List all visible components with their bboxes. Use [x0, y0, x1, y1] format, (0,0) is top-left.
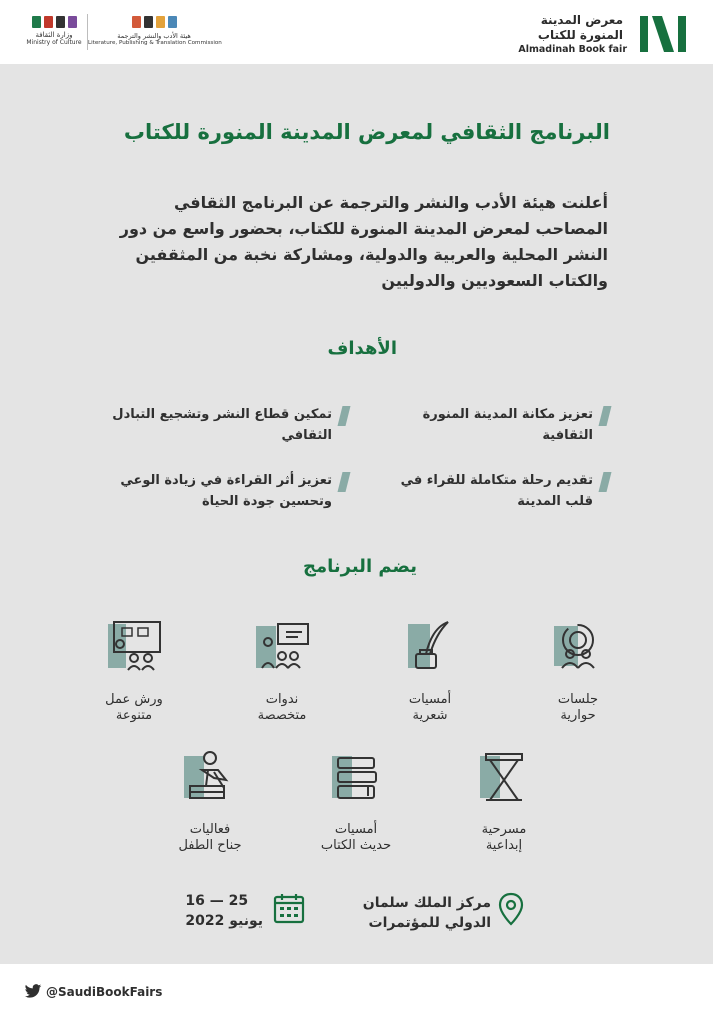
- program-label: [518, 692, 638, 724]
- program-label: [370, 692, 490, 724]
- commission-logo-mark: [88, 16, 220, 28]
- goal-item: [92, 404, 332, 446]
- program-label-line2: متنوعة: [115, 708, 153, 723]
- theater-icon: [476, 752, 532, 802]
- program-label-line1: فعاليات: [189, 822, 231, 837]
- program-label-line2: حديث الكتاب: [320, 838, 392, 853]
- program-label: [150, 822, 270, 854]
- program-label: [296, 822, 416, 854]
- program-label: [74, 692, 194, 724]
- commission-logo: [88, 16, 220, 46]
- program-item-dialogue-sessions: [518, 620, 638, 724]
- ministry-of-culture-logo: [26, 16, 82, 46]
- event-location: [363, 893, 491, 933]
- fair-name-ar-line1: معرض المدينة: [540, 13, 623, 27]
- goal-text: تقديم رحلة متكاملة للقراء في قلب المدينة: [400, 473, 593, 509]
- goal-text: تعزيز أثر القراءة في زيادة الوعي وتحسين جودة الحياة: [120, 473, 332, 509]
- book-fair-logo-icon: [638, 12, 694, 56]
- ministry-name-en: Ministry of Culture: [26, 39, 82, 46]
- goals-heading: الأهداف: [327, 338, 397, 359]
- date-month-year: يونيو 2022: [185, 913, 263, 929]
- goal-text: تمكين قطاع النشر وتشجيع التبادل الثقافي: [112, 407, 332, 443]
- goal-text: تعزيز مكانة المدينة المنورة الثقافية: [422, 407, 593, 443]
- program-label: [444, 822, 564, 854]
- seminar-icon: [252, 620, 312, 672]
- program-item-seminars: [222, 620, 342, 724]
- program-label-line1: أمسيات: [334, 822, 378, 837]
- child-reading-icon: [180, 748, 240, 802]
- goal-item: [373, 404, 593, 446]
- dialogue-sessions-icon: [550, 620, 606, 672]
- program-heading: يضم البرنامج: [303, 556, 417, 577]
- location-pin-icon: [498, 892, 524, 926]
- location-line1: مركز الملك سلمان: [362, 895, 491, 911]
- program-item-workshops: [74, 620, 194, 724]
- calendar-icon: [273, 892, 305, 924]
- workshop-icon: [104, 620, 164, 672]
- program-label-line1: ندوات: [265, 692, 299, 707]
- fair-name-en: Almadinah Book fair: [518, 44, 627, 55]
- page-title: البرنامج الثقافي لمعرض المدينة المنورة للكتاب: [123, 120, 610, 144]
- commission-name-ar: هيئة الأدب والنشر والترجمة: [117, 32, 191, 40]
- ministry-name-ar: وزارة الثقافة: [35, 31, 73, 39]
- commission-name-en: Literature, Publishing & Translation Commission: [88, 40, 222, 46]
- program-item-children-pavilion: [150, 748, 270, 854]
- program-item-poetry-evenings: [370, 620, 490, 724]
- location-line2: الدولي للمؤتمرات: [368, 915, 491, 931]
- program-label-line2: جناح الطفل: [178, 838, 242, 853]
- header: [0, 0, 713, 64]
- event-dates: [185, 891, 263, 931]
- program-label-line2: حوارية: [560, 708, 596, 723]
- program-label-line1: أمسيات: [408, 692, 452, 707]
- twitter-handle-link[interactable]: @SaudiBookFairs: [46, 985, 163, 999]
- program-label-line2: إبداعية: [485, 838, 523, 853]
- program-label-line2: متخصصة: [257, 708, 307, 723]
- goal-item: [92, 470, 332, 512]
- program-label-line1: مسرحية: [481, 822, 527, 837]
- goal-item: [373, 470, 593, 512]
- books-icon: [328, 752, 384, 802]
- program-label-line2: شعرية: [412, 708, 448, 723]
- program-label-line1: ورش عمل: [105, 692, 163, 707]
- quill-inkwell-icon: [402, 620, 458, 672]
- program-item-theater: [444, 752, 564, 854]
- program-label-line1: جلسات: [557, 692, 599, 707]
- fair-name-ar-line2: المنورة للكتاب: [537, 28, 623, 42]
- intro-paragraph: أعلنت هيئة الأدب والنشر والترجمة عن البرنامج الثقافي المصاحب لمعرض المدينة المنورة للكتاب، بحضور واسع من دور النشر المحلية والعربية والدولية، ومشاركة نخبة من المثقفين والكتاب السعوديين والدوليين: [119, 193, 608, 290]
- program-item-book-talks: [296, 752, 416, 854]
- twitter-bird-icon: [24, 984, 42, 999]
- program-label: [222, 692, 342, 724]
- ministry-logo-mark: [26, 16, 82, 28]
- date-range: 16 — 25: [185, 893, 249, 909]
